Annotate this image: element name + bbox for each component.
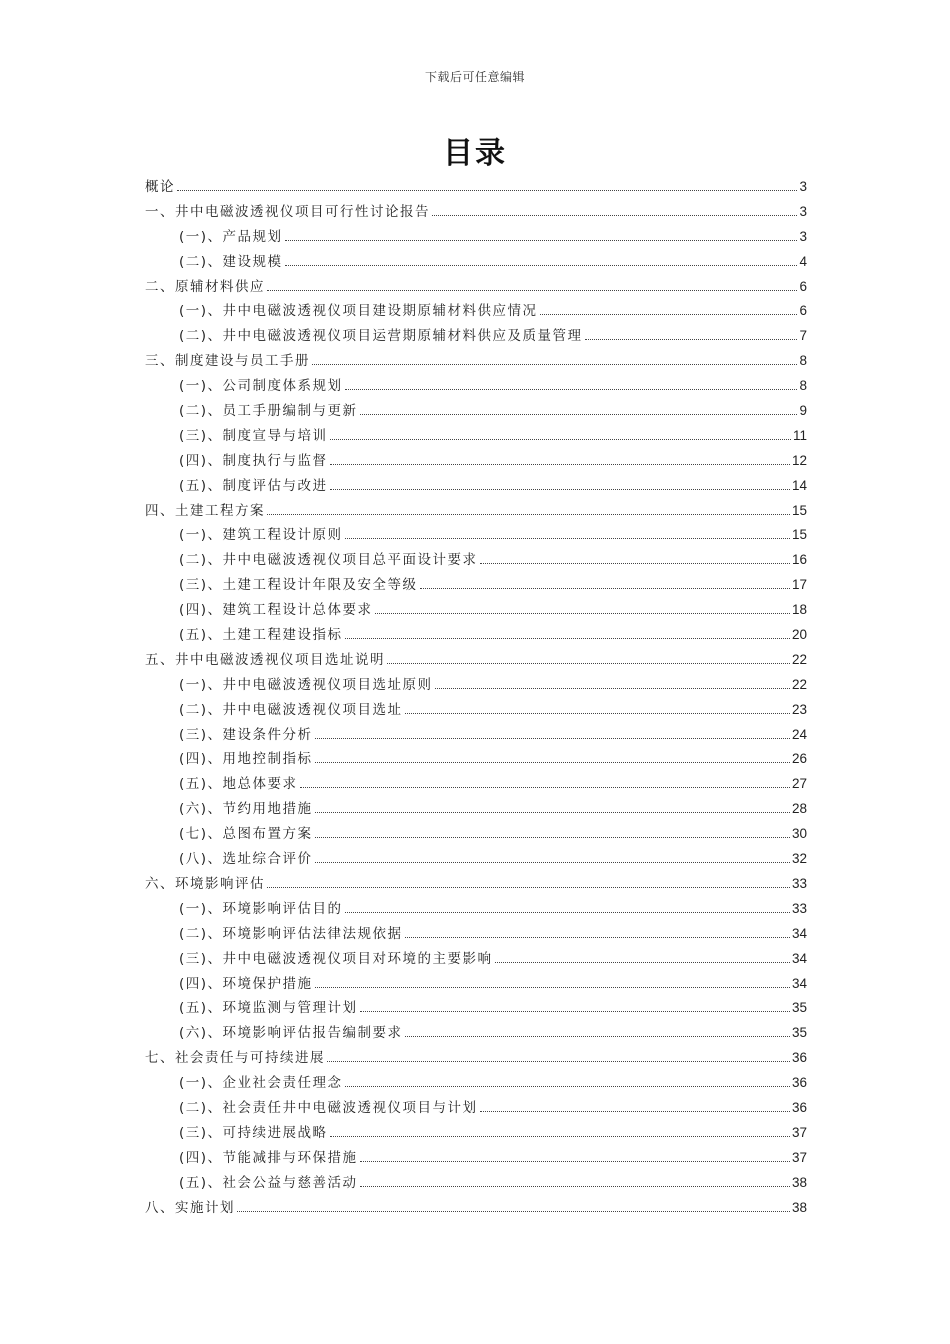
toc-dot-leader [285,265,798,266]
toc-entry[interactable] [145,947,807,972]
toc-entry-label: (三)、井中电磁波透视仪项目对环境的主要影响 [179,950,493,967]
toc-entry-page-number: 27 [791,776,807,792]
toc-entry-label: (四)、环境保护措施 [179,975,313,992]
toc-entry-page-number: 32 [791,851,807,867]
toc-entry-label: 一、井中电磁波透视仪项目可行性讨论报告 [145,203,430,220]
toc-entry-label: 三、制度建设与员工手册 [145,353,310,370]
toc-entry-label: (六)、环境影响评估报告编制要求 [179,1025,403,1042]
toc-entry-label: (五)、制度评估与改进 [179,477,328,494]
toc-entry[interactable] [145,772,807,797]
toc-entry[interactable] [145,523,807,548]
toc-entry-label: (四)、制度执行与监督 [179,452,328,469]
page-header-note: 下载后可任意编辑 [424,70,525,84]
toc-entry-page-number: 30 [791,826,807,842]
toc-entry-page-number: 24 [791,726,807,742]
toc-dot-leader [405,713,790,714]
toc-entry[interactable] [145,673,807,698]
toc-entry-label: (一)、企业社会责任理念 [179,1075,343,1092]
toc-entry-label: (四)、节能减排与环保措施 [179,1149,358,1166]
toc-entry[interactable] [145,872,807,897]
toc-entry-label: (四)、建筑工程设计总体要求 [179,602,373,619]
toc-dot-leader [315,762,790,763]
toc-entry[interactable] [145,698,807,723]
toc-entry-page-number: 8 [799,378,807,394]
toc-entry-label: (八)、选址综合评价 [179,851,313,868]
toc-entry-label: (一)、环境影响评估目的 [179,900,343,917]
toc-dot-leader [312,364,797,365]
toc-entry-page-number: 3 [799,203,807,219]
toc-entry-page-number: 33 [791,900,807,916]
toc-entry[interactable] [145,275,807,300]
toc-entry-label: (二)、建设规模 [179,253,283,270]
toc-dot-leader [405,1036,790,1037]
toc-dot-leader [285,240,798,241]
toc-entry-page-number: 22 [791,676,807,692]
toc-entry[interactable] [145,847,807,872]
toc-entry-label: (五)、地总体要求 [179,776,298,793]
toc-entry-page-number: 20 [791,627,807,643]
toc-entry-label: (五)、社会公益与慈善活动 [179,1174,358,1191]
toc-entry-page-number: 15 [791,502,807,518]
toc-dot-leader [435,688,790,689]
toc-dot-leader [315,837,790,838]
toc-entry-label: (一)、井中电磁波透视仪项目建设期原辅材料供应情况 [179,303,538,320]
toc-entry-page-number: 16 [791,552,807,568]
toc-entry[interactable] [145,324,807,349]
toc-entry[interactable] [145,200,807,225]
toc-entry-label: (二)、井中电磁波透视仪项目总平面设计要求 [179,552,478,569]
toc-entry-page-number: 11 [792,427,807,443]
toc-entry[interactable] [145,225,807,250]
toc-dot-leader [267,290,797,291]
toc-entry-page-number: 8 [799,353,807,369]
toc-entry[interactable] [145,623,807,648]
toc-entry-page-number: 37 [791,1124,807,1140]
toc-dot-leader [420,588,790,589]
toc-dot-leader [237,1211,790,1212]
toc-entry[interactable] [145,449,807,474]
toc-entry-page-number: 9 [799,403,807,419]
toc-entry-label: (五)、环境监测与管理计划 [179,1000,358,1017]
toc-entry-label: 概论 [145,179,175,195]
toc-entry[interactable] [145,474,807,499]
toc-dot-leader [345,638,790,639]
toc-entry-page-number: 12 [791,452,807,468]
toc-dot-leader [315,812,790,813]
toc-entry[interactable] [145,374,807,399]
toc-dot-leader [540,314,798,315]
toc-entry-page-number: 38 [791,1174,807,1190]
toc-dot-leader [330,489,790,490]
toc-entry-page-number: 6 [799,278,807,294]
toc-entry-label: (五)、土建工程建设指标 [179,627,343,644]
toc-entry[interactable] [145,1121,807,1146]
toc-entry[interactable] [145,922,807,947]
toc-entry[interactable] [145,747,807,772]
toc-entry-label: (二)、社会责任井中电磁波透视仪项目与计划 [179,1099,478,1116]
toc-entry[interactable] [145,996,807,1021]
toc-entry-page-number: 15 [791,527,807,543]
toc-entry-page-number: 22 [791,651,807,667]
toc-dot-leader [345,389,798,390]
toc-entry[interactable] [145,822,807,847]
toc-entry-page-number: 3 [799,228,807,244]
toc-entry-page-number: 18 [791,602,807,618]
toc-entry-label: (一)、产品规划 [179,228,283,245]
toc-entry-page-number: 37 [791,1149,807,1165]
toc-entry-label: 七、社会责任与可持续进展 [145,1050,325,1067]
toc-dot-leader [267,514,790,515]
toc-entry[interactable] [145,349,807,374]
toc-entry-page-number: 14 [791,477,807,493]
toc-entry-label: 四、土建工程方案 [145,502,265,519]
toc-entry-page-number: 23 [791,701,807,717]
toc-entry-label: (二)、井中电磁波透视仪项目运营期原辅材料供应及质量管理 [179,328,583,345]
toc-dot-leader [315,862,790,863]
toc-entry-page-number: 35 [791,1000,807,1016]
toc-dot-leader [345,912,790,913]
toc-entry-label: (四)、用地控制指标 [179,751,313,768]
toc-dot-leader [360,1161,790,1162]
toc-entry[interactable] [145,897,807,922]
toc-dot-leader [330,1136,790,1137]
toc-entry-page-number: 7 [799,328,807,344]
toc-entry[interactable] [145,1071,807,1096]
toc-entry[interactable] [145,797,807,822]
toc-dot-leader [177,190,797,191]
toc-entry-label: 六、环境影响评估 [145,875,265,892]
toc-entry-label: (二)、环境影响评估法律法规依据 [179,925,403,942]
toc-entry-page-number: 34 [791,950,807,966]
toc-dot-leader [345,1086,790,1087]
toc-dot-leader [345,538,790,539]
toc-entry-label: (一)、公司制度体系规划 [179,378,343,395]
toc-entry-page-number: 3 [799,179,807,194]
toc-entry[interactable] [145,723,807,748]
toc-entry-label: (一)、井中电磁波透视仪项目选址原则 [179,676,433,693]
toc-entry-page-number: 33 [791,875,807,891]
toc-entry-label: (二)、员工手册编制与更新 [179,403,358,420]
toc-entry[interactable] [145,399,807,424]
toc-entry-label: 八、实施计划 [145,1199,235,1216]
toc-entry-page-number: 38 [791,1199,807,1215]
toc-entry-page-number: 36 [791,1099,807,1115]
toc-entry-page-number: 36 [791,1050,807,1066]
toc-entry[interactable] [145,299,807,324]
toc-dot-leader [315,987,790,988]
toc-entry-label: (一)、建筑工程设计原则 [179,527,343,544]
toc-entry-label: 五、井中电磁波透视仪项目选址说明 [145,651,385,668]
toc-dot-leader [315,738,790,739]
toc-entry[interactable] [145,573,807,598]
toc-entry-page-number: 34 [791,975,807,991]
toc-entry[interactable] [145,1146,807,1171]
toc-dot-leader [300,787,790,788]
toc-entry[interactable] [145,548,807,573]
toc-entry-label: (三)、建设条件分析 [179,726,313,743]
toc-dot-leader [387,663,790,664]
toc-entry-label: (二)、井中电磁波透视仪项目选址 [179,701,403,718]
toc-entry-label: (三)、土建工程设计年限及安全等级 [179,577,418,594]
toc-entry-page-number: 6 [799,303,807,319]
toc-dot-leader [327,1061,790,1062]
toc-entry[interactable] [145,424,807,449]
toc-entry-page-number: 4 [799,253,807,269]
toc-entry-page-number: 28 [791,801,807,817]
toc-entry-page-number: 36 [791,1075,807,1091]
toc-dot-leader [495,962,790,963]
toc-entry[interactable] [145,175,807,200]
page-title: 目录 [443,136,507,171]
toc-entry-label: (七)、总图布置方案 [179,826,313,843]
toc-entry-page-number: 34 [791,925,807,941]
toc-dot-leader [267,887,790,888]
toc-entry[interactable] [145,972,807,997]
toc-entry[interactable] [145,648,807,673]
toc-dot-leader [360,1011,790,1012]
toc-entry[interactable] [145,598,807,623]
toc-dot-leader [375,613,790,614]
toc-dot-leader [432,215,797,216]
toc-entry-page-number: 26 [791,751,807,767]
toc-dot-leader [360,414,798,415]
toc-entry-page-number: 35 [791,1025,807,1041]
toc-entry[interactable] [145,1171,807,1196]
toc-entry-page-number: 17 [791,577,807,593]
toc-entry[interactable] [145,1096,807,1121]
toc-dot-leader [360,1186,790,1187]
toc-entry[interactable] [145,1046,807,1071]
toc-entry[interactable] [145,1021,807,1046]
toc-entry-label: (六)、节约用地措施 [179,801,313,818]
toc-dot-leader [330,464,790,465]
toc-dot-leader [480,1111,790,1112]
table-of-contents [145,175,807,1220]
toc-entry-label: (三)、可持续进展战略 [179,1124,328,1141]
toc-entry[interactable] [145,250,807,275]
toc-dot-leader [405,937,790,938]
toc-dot-leader [330,439,791,440]
toc-entry[interactable] [145,1196,807,1221]
toc-dot-leader [480,563,790,564]
toc-entry-label: (三)、制度宣导与培训 [179,427,328,444]
toc-entry[interactable] [145,499,807,524]
toc-dot-leader [585,339,798,340]
toc-entry-label: 二、原辅材料供应 [145,278,265,295]
